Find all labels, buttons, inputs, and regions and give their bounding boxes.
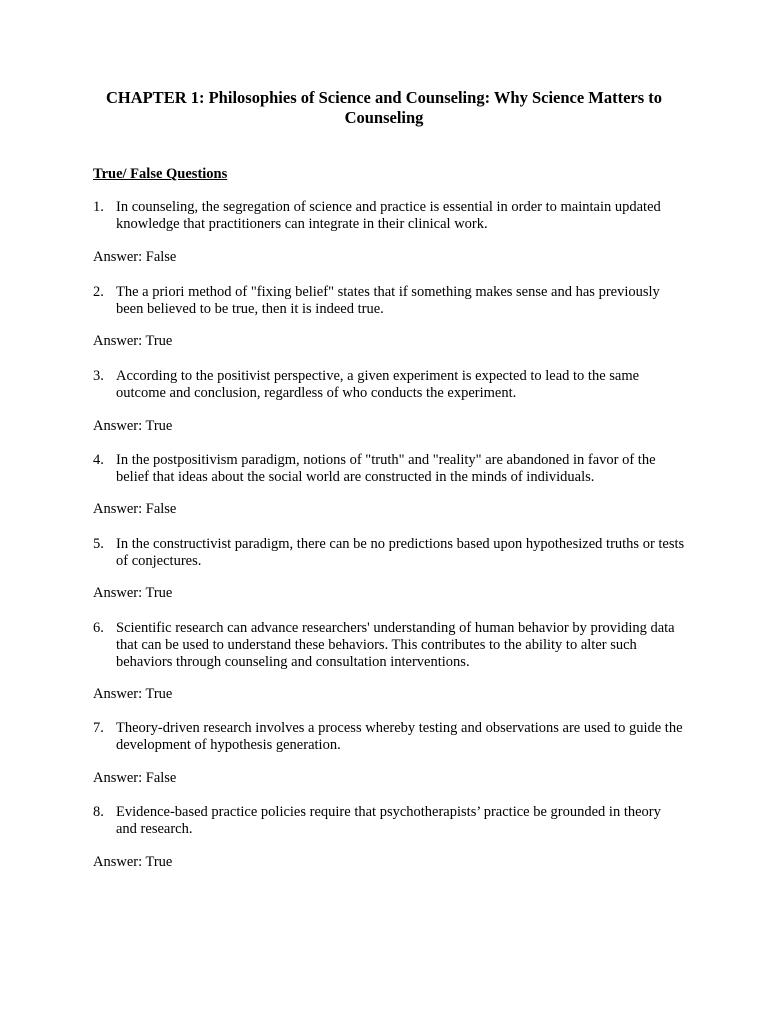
question-number: 4. xyxy=(93,452,104,468)
section-heading: True/ False Questions xyxy=(93,166,228,182)
question-item xyxy=(93,720,685,754)
question-text: Evidence-based practice policies require that psychotherapists’ practice be grounded in theory and research. xyxy=(116,804,661,837)
answer-text: Answer: True xyxy=(93,585,173,601)
question-item xyxy=(93,284,685,318)
question-text: In the postpositivism paradigm, notions of "truth" and "reality" are abandoned in favor of the belief that ideas about the social world are constructed in the minds of individuals. xyxy=(116,452,656,485)
question-item xyxy=(93,368,685,402)
question-text: According to the positivist perspective, a given experiment is expected to lead to the same outcome and conclusion, regardless of who conducts the experiment. xyxy=(116,368,640,401)
question-number: 3. xyxy=(93,368,104,384)
question-item xyxy=(93,452,685,486)
question-item xyxy=(93,804,685,838)
question-number: 8. xyxy=(93,804,104,820)
question-text: In the constructivist paradigm, there can be no predictions based upon hypothesized truths or tests of conjectures. xyxy=(116,536,685,569)
answer-text: Answer: True xyxy=(93,418,173,434)
answer-text: Answer: False xyxy=(93,770,177,786)
question-item xyxy=(93,536,685,570)
question-number: 2. xyxy=(93,284,104,300)
question-text: Scientific research can advance researchers' understanding of human behavior by providing data that can be used to understand these behaviors. This contributes to the ability to alter such behaviors through counseling and consultation interventions. xyxy=(116,620,675,670)
answer-text: Answer: True xyxy=(93,333,173,349)
question-text: In counseling, the segregation of science and practice is essential in order to maintain updated knowledge that practitioners can integrate in their clinical work. xyxy=(116,199,661,232)
answer-text: Answer: False xyxy=(93,501,177,517)
answer-text: Answer: False xyxy=(93,249,177,265)
answer-text: Answer: True xyxy=(93,686,173,702)
question-number: 5. xyxy=(93,536,104,552)
question-number: 1. xyxy=(93,199,104,215)
chapter-title: CHAPTER 1: Philosophies of Science and Counseling: Why Science Matters to Counseling xyxy=(105,88,663,127)
answer-text: Answer: True xyxy=(93,854,173,870)
question-text: The a priori method of "fixing belief" states that if something makes sense and has previously been believed to be true, then it is indeed true. xyxy=(116,284,660,317)
question-number: 7. xyxy=(93,720,104,736)
question-item xyxy=(93,620,685,671)
question-text: Theory-driven research involves a process whereby testing and observations are used to guide the development of hypothesis generation. xyxy=(116,720,683,753)
question-item xyxy=(93,199,685,233)
question-number: 6. xyxy=(93,620,104,636)
